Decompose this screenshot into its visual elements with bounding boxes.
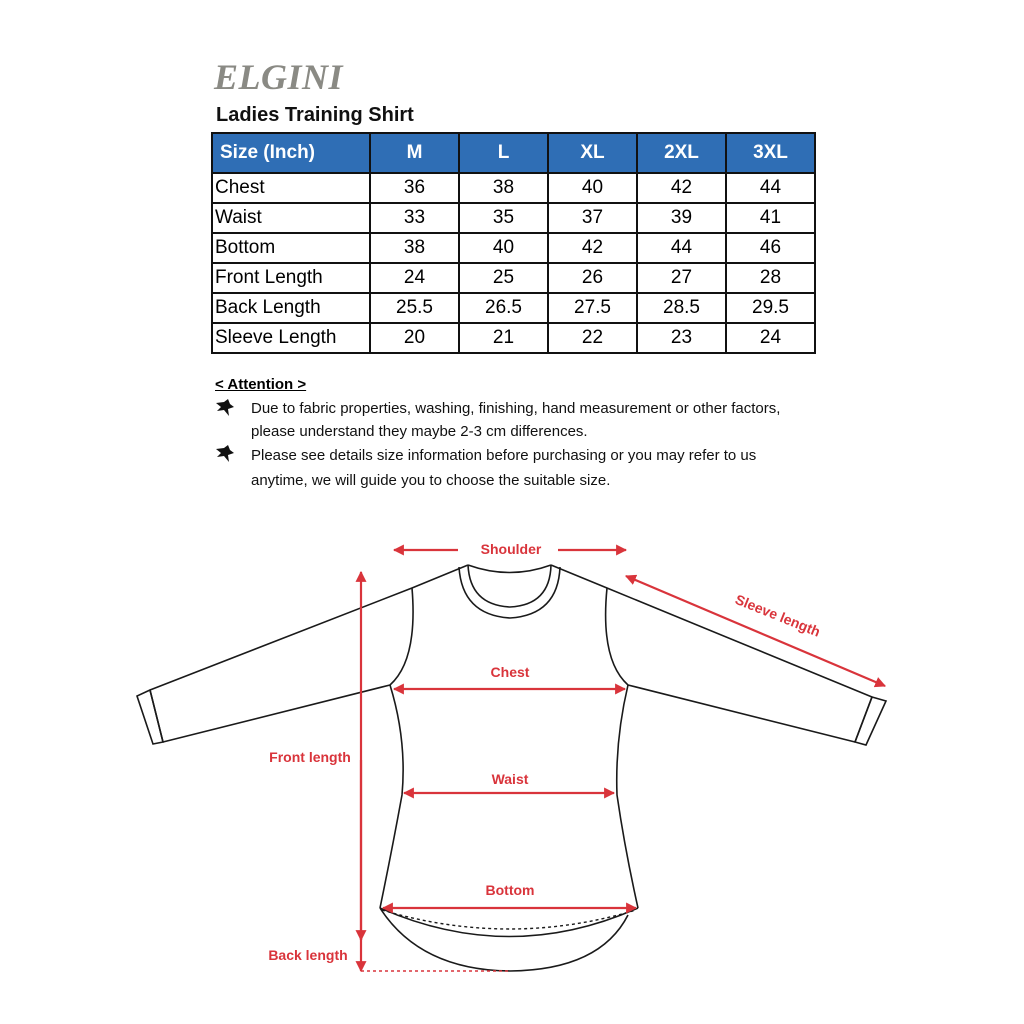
attention-note-1 bbox=[251, 397, 831, 443]
label-back-length: Back length bbox=[268, 947, 348, 963]
page-title: Ladies Training Shirt bbox=[216, 104, 414, 126]
table-cell: 37 bbox=[548, 203, 637, 233]
table-cell: 46 bbox=[726, 233, 815, 263]
table-row bbox=[212, 263, 815, 293]
label-front-length: Front length bbox=[269, 749, 351, 765]
table-cell: 28.5 bbox=[637, 293, 726, 323]
table-cell: 40 bbox=[459, 233, 548, 263]
table-cell: 26.5 bbox=[459, 293, 548, 323]
table-row bbox=[212, 293, 815, 323]
pushpin-icon bbox=[215, 399, 235, 417]
label-waist: Waist bbox=[491, 771, 529, 787]
table-row bbox=[212, 233, 815, 263]
table-cell: 42 bbox=[548, 233, 637, 263]
table-cell: 24 bbox=[726, 323, 815, 353]
table-cell: 44 bbox=[637, 233, 726, 263]
note-line: please understand they maybe 2-3 cm differences. bbox=[251, 423, 588, 440]
table-cell: 25.5 bbox=[370, 293, 459, 323]
table-cell: 27 bbox=[637, 263, 726, 293]
table-row bbox=[212, 323, 815, 353]
label-sleeve-length: Sleeve length bbox=[733, 591, 823, 640]
table-row bbox=[212, 173, 815, 203]
table-cell: 38 bbox=[370, 233, 459, 263]
table-cell: 39 bbox=[637, 203, 726, 233]
label-shoulder: Shoulder bbox=[480, 541, 542, 557]
pushpin-icon bbox=[215, 445, 235, 463]
row-label: Back Length bbox=[212, 293, 370, 323]
table-cell: 44 bbox=[726, 173, 815, 203]
table-cell: 26 bbox=[548, 263, 637, 293]
table-cell: 20 bbox=[370, 323, 459, 353]
table-cell: 36 bbox=[370, 173, 459, 203]
row-label: Chest bbox=[212, 173, 370, 203]
table-cell: 22 bbox=[548, 323, 637, 353]
table-cell: 29.5 bbox=[726, 293, 815, 323]
header-m: M bbox=[370, 133, 459, 173]
row-label: Bottom bbox=[212, 233, 370, 263]
measurement-arrows bbox=[361, 550, 885, 971]
row-label: Front Length bbox=[212, 263, 370, 293]
note-line: Please see details size information before purchasing or you may refer to us bbox=[251, 447, 757, 464]
table-cell: 38 bbox=[459, 173, 548, 203]
table-cell: 40 bbox=[548, 173, 637, 203]
label-bottom: Bottom bbox=[485, 882, 535, 898]
table-row bbox=[212, 203, 815, 233]
table-cell: 23 bbox=[637, 323, 726, 353]
header-l: L bbox=[459, 133, 548, 173]
size-chart-table bbox=[211, 132, 816, 354]
table-cell: 33 bbox=[370, 203, 459, 233]
attention-note-2 bbox=[251, 443, 831, 493]
note-line: anytime, we will guide you to choose the suitable size. bbox=[251, 472, 611, 489]
shirt-outline bbox=[137, 565, 886, 971]
shirt-measurement-diagram bbox=[0, 520, 1024, 1024]
sleeve-length-arrow bbox=[626, 576, 885, 686]
table-cell: 42 bbox=[637, 173, 726, 203]
table-cell: 41 bbox=[726, 203, 815, 233]
table-cell: 21 bbox=[459, 323, 548, 353]
header-size-inch: Size (Inch) bbox=[212, 133, 370, 173]
row-label: Sleeve Length bbox=[212, 323, 370, 353]
note-line: Due to fabric properties, washing, finishing, hand measurement or other factors, bbox=[251, 400, 781, 417]
brand-logo: ELGINI bbox=[214, 57, 344, 97]
table-cell: 35 bbox=[459, 203, 548, 233]
label-chest: Chest bbox=[490, 664, 530, 680]
table-cell: 28 bbox=[726, 263, 815, 293]
table-header-row bbox=[212, 133, 815, 173]
table-cell: 27.5 bbox=[548, 293, 637, 323]
header-xl: XL bbox=[548, 133, 637, 173]
header-3xl: 3XL bbox=[726, 133, 815, 173]
table-cell: 25 bbox=[459, 263, 548, 293]
header-2xl: 2XL bbox=[637, 133, 726, 173]
attention-heading: < Attention > bbox=[215, 376, 307, 393]
row-label: Waist bbox=[212, 203, 370, 233]
table-cell: 24 bbox=[370, 263, 459, 293]
